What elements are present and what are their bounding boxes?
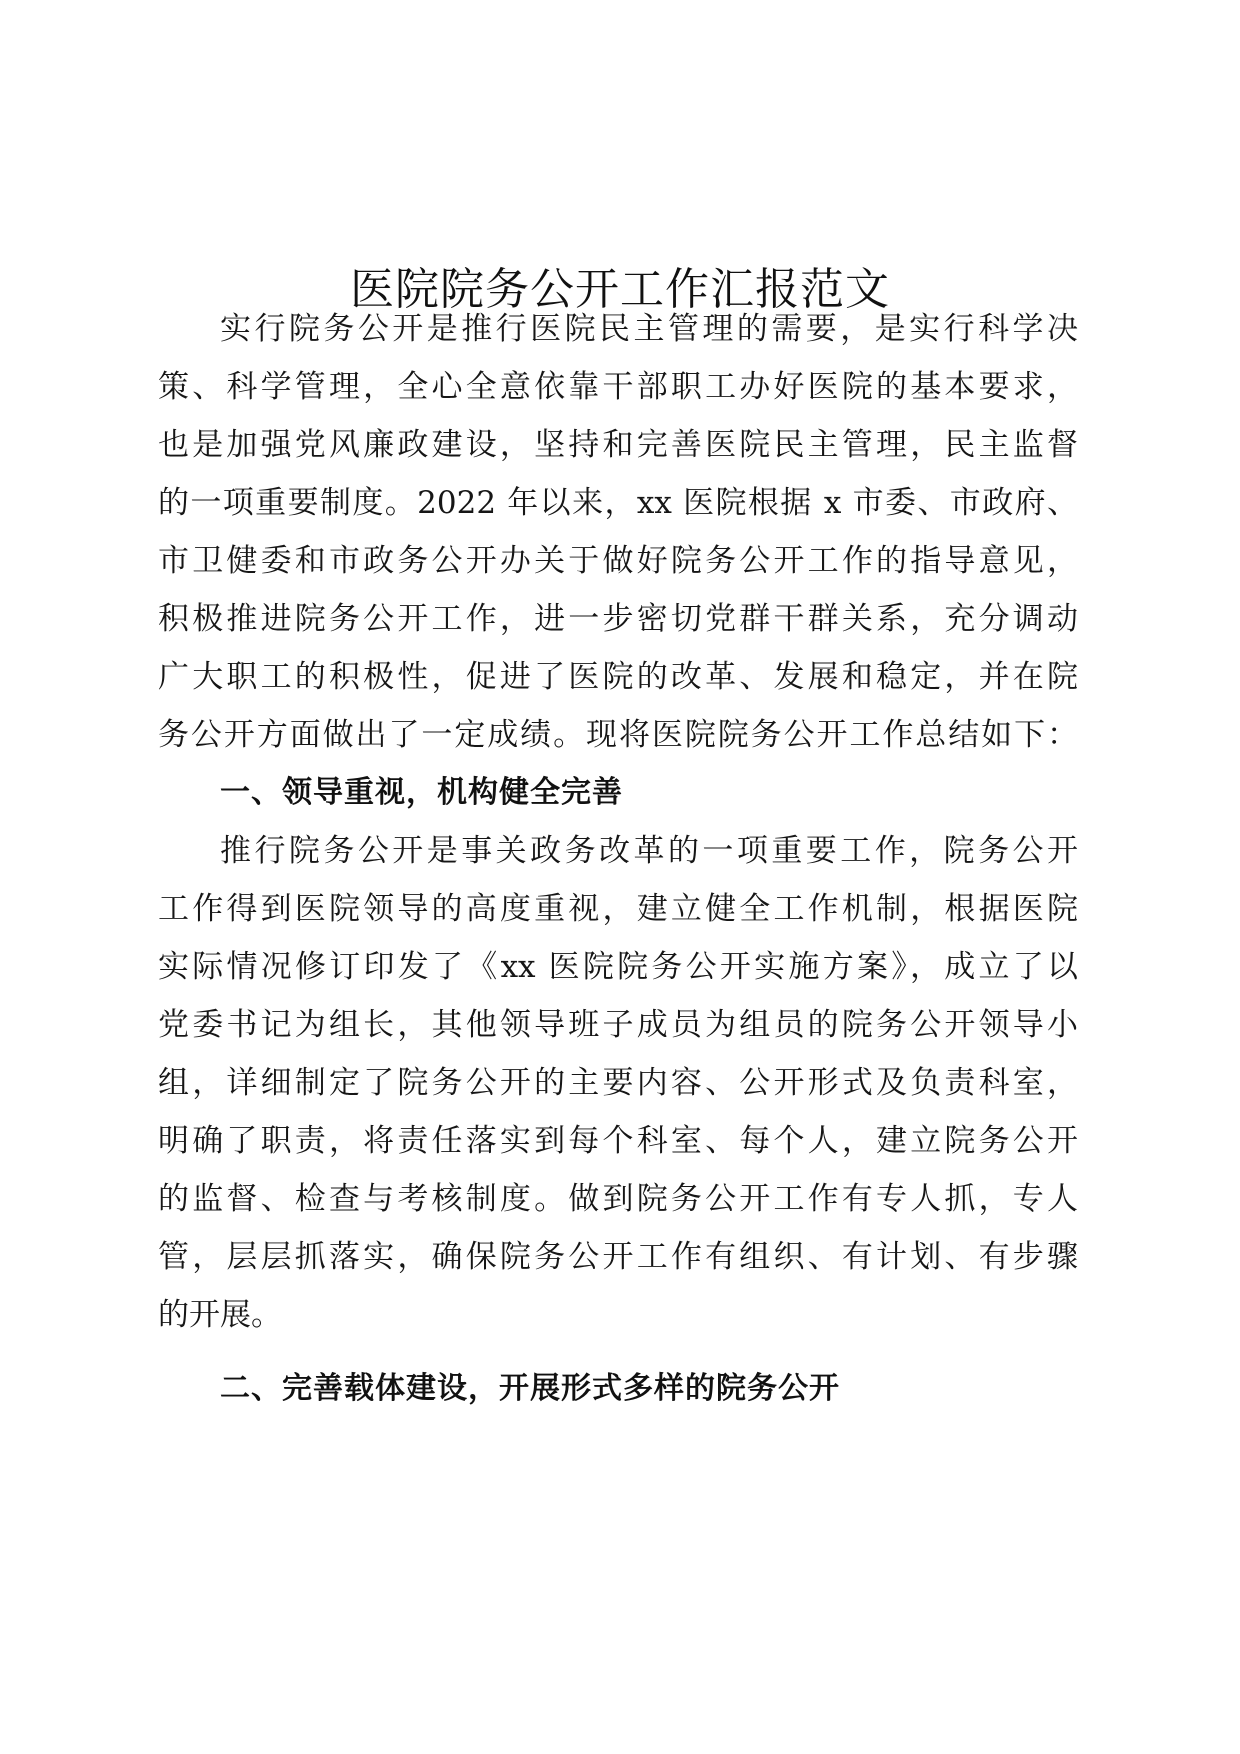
text-line: 策、科学管理，全心全意依靠干部职工办好医院的基本要求， — [158, 369, 1078, 405]
text-line: 明确了职责，将责任落实到每个科室、每个人，建立院务公开 — [158, 1123, 1078, 1159]
document-title: 医院院务公开工作汇报范文 — [350, 264, 890, 315]
text-line: 务公开方面做出了一定成绩。现将医院院务公开工作总结如下： — [158, 717, 1078, 753]
text-line: 党委书记为组长，其他领导班子成员为组员的院务公开领导小 — [158, 1007, 1078, 1043]
text-line: 的一项重要制度。2022 年以来，xx 医院根据 x 市委、市政府、 — [158, 485, 1078, 521]
text-line: 广大职工的积极性，促进了医院的改革、发展和稳定，并在院 — [158, 659, 1078, 695]
text-line: 推行院务公开是事关政务改革的一项重要工作，院务公开 — [220, 833, 1078, 869]
text-line: 实际情况修订印发了《xx 医院院务公开实施方案》，成立了以 — [158, 949, 1078, 985]
text-line: 市卫健委和市政务公开办关于做好院务公开工作的指导意见， — [158, 543, 1078, 579]
text-line: 工作得到医院领导的高度重视，建立健全工作机制，根据医院 — [158, 891, 1078, 927]
text-line: 管，层层抓落实，确保院务公开工作有组织、有计划、有步骤 — [158, 1239, 1078, 1275]
text-line: 的监督、检查与考核制度。做到院务公开工作有专人抓，专人 — [158, 1181, 1078, 1217]
text-line: 积极推进院务公开工作，进一步密切党群干群关系，充分调动 — [158, 601, 1078, 637]
text-line: 组，详细制定了院务公开的主要内容、公开形式及负责科室， — [158, 1065, 1078, 1101]
section-heading-2: 二、完善载体建设，开展形式多样的院务公开 — [220, 1371, 840, 1406]
text-line: 的开展。 — [158, 1297, 282, 1333]
text-line: 也是加强党风廉政建设，坚持和完善医院民主管理，民主监督 — [158, 427, 1078, 463]
text-line: 实行院务公开是推行医院民主管理的需要，是实行科学决 — [220, 311, 1078, 347]
section-heading-1: 一、领导重视，机构健全完善 — [220, 775, 623, 810]
